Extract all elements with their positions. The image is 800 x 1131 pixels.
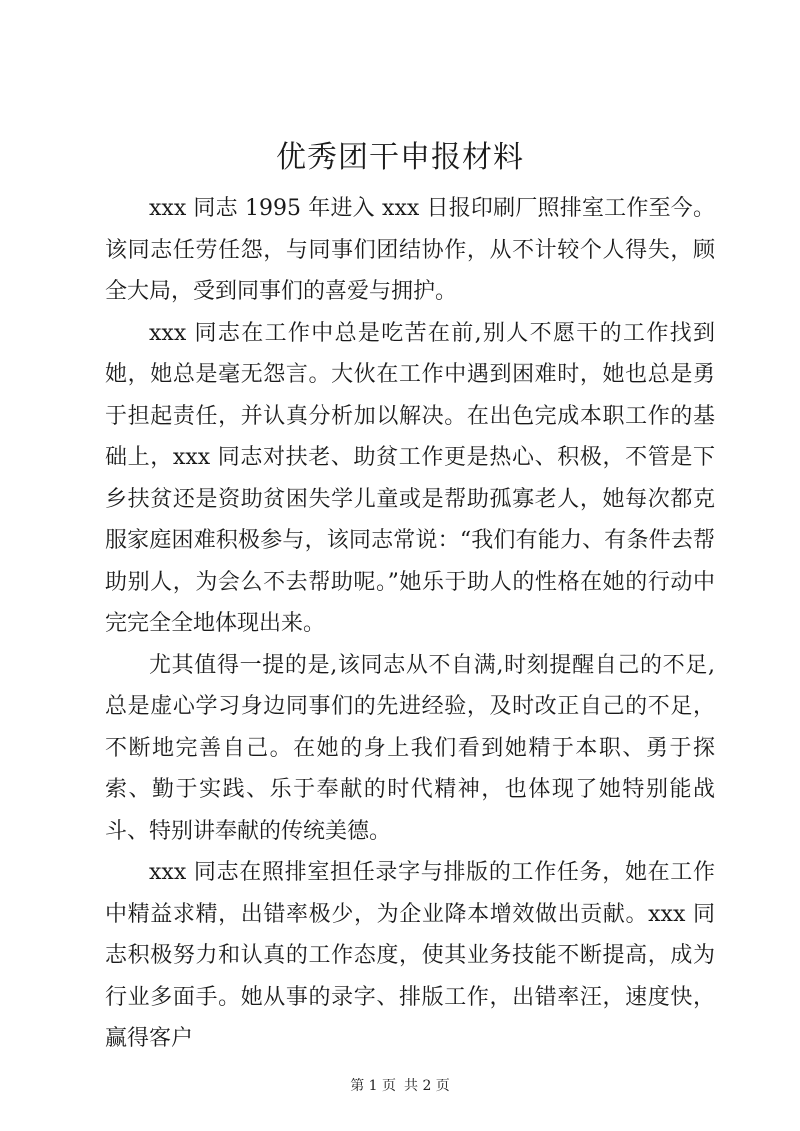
paragraph-3: 尤其值得一提的是,该同志从不自满,时刻提醒自己的不足,总是虚心学习身边同事们的先进经验，及时改正自己的不足，不断地完善自己。在她的身上我们看到她精于本职、勇于探索、勤于实践、乐于奉献的时代精神，也体现了她特别能战斗、特别讲奉献的传统美德。: [105, 652, 715, 844]
page-number: 第 1 页: [350, 1078, 396, 1094]
paragraph-2: xxx 同志在工作中总是吃苦在前,别人不愿干的工作找到她，她总是毫无怨言。大伙在工作中遇到困难时，她也总是勇于担起责任，并认真分析加以解决。在出色完成本职工作的基础上，xxx 同志对扶老、助贫工作更是热心、积极，不管是下乡扶贫还是资助贫困失学儿童或是帮助孤寡老人，她每次都克服家庭困难积极参与，该同志常说：“我们有能力、有条件去帮助别人，为会么不去帮助呢。”她乐于助人的性格在她的行动中完完全全地体现出来。: [105, 320, 715, 636]
paragraph-4: xxx 同志在照排室担任录字与排版的工作任务，她在工作中精益求精，出错率极少，为企业降本增效做出贡献。xxx 同志积极努力和认真的工作态度，使其业务技能不断提高，成为行业多面手。她从事的录字、排版工作，出错率汪，速度快，赢得客户: [105, 860, 715, 1051]
paragraph-1: xxx 同志 1995 年进入 xxx 日报印刷厂照排室工作至今。该同志任劳任怨，与同事们团结协作，从不计较个人得失，顾全大局，受到同事们的喜爱与拥护。: [105, 196, 715, 304]
page-footer: [0, 1076, 800, 1096]
document-title: 优秀团干申报材料: [276, 140, 524, 175]
page-total: 共 2 页: [404, 1078, 450, 1094]
document-body: [105, 188, 715, 1060]
